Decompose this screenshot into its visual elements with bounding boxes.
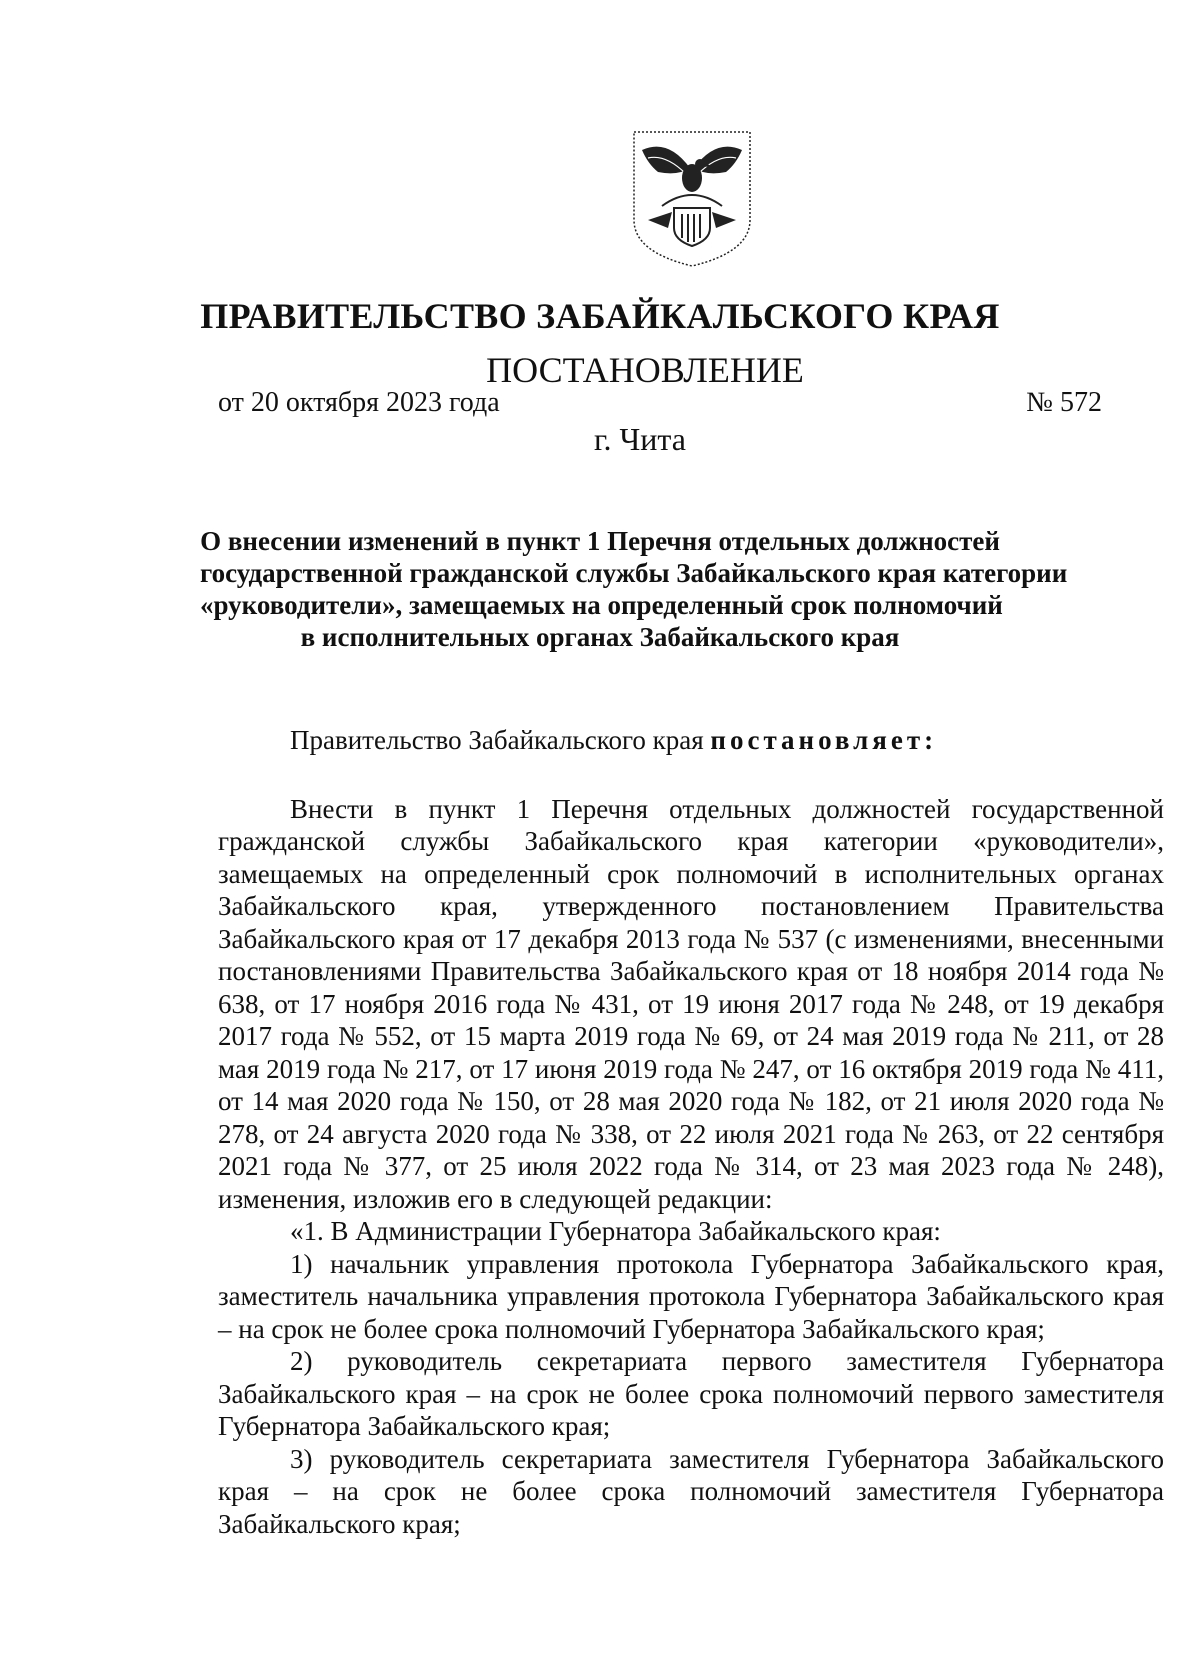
item-heading: «1. В Администрации Губернатора Забайкальского края: [290,1216,941,1246]
preamble [218,724,1164,757]
subitem: 2) руководитель секретариата первого заместителя Губернатора Забайкальского края – на срок не более срока полномочий первого заместителя Губернатора Забайкальского края; [218,1346,1164,1441]
decree-word: постановляет: [710,725,938,755]
government-title: ПРАВИТЕЛЬСТВО ЗАБАЙКАЛЬСКОГО КРАЯ [200,296,1000,336]
document-type: ПОСТАНОВЛЕНИЕ [486,350,804,390]
document-subject [200,525,1068,653]
main-paragraph: Внести в пункт 1 Перечня отдельных должностей государственной гражданской службы Забайкальского края категории «руководители», замещаемых на определенный срок полномочий в исполнительных органах Забайкальского края, утвержденного постановлением Правительства Забайкальского края от 17 декабря 2013 года № 537 (с изменениями, внесенными постановлениями Правительства Забайкальского края от 18 ноября 2014 года № 638, от 17 ноября 2016 года № 431, от 19 июня 2017 года № 248, от 19 декабря 2017 года № 552, от 15 марта 2019 года № 69, от 24 мая 2019 года № 211, от 28 мая 2019 года № 217, от 17 июня 2019 года № 247, от 16 октября 2019 года № 411, от 14 мая 2020 года № 150, от 28 мая 2020 года № 182, от 21 июля 2020 года № 278, от 24 августа 2020 года № 338, от 22 июля 2021 года № 263, от 22 сентября 2021 года № 377, от 25 июля 2022 года № 314, от 23 мая 2023 года № 248), изменения, изложив его в следующей редакции: [218,793,1164,1214]
subject-line: государственной гражданской службы Забайкальского края категории [200,558,1068,588]
subitem: 3) руководитель секретариата заместителя Губернатора Забайкальского края – на срок не более срока полномочий заместителя Губернатора Забайкальского края; [218,1443,1164,1539]
document-date: от 20 октября 2023 года [218,387,500,418]
subject-line: О внесении изменений в пункт 1 Перечня отдельных должностей [200,526,1000,556]
subitem: 1) начальник управления протокола Губернатора Забайкальского края, заместитель начальника управления протокола Губернатора Забайкальского края – на срок не более срока полномочий Губернатора Забайкальского края; [218,1248,1164,1344]
subject-line: в исполнительных органах Забайкальского края [300,622,900,652]
coat-of-arms-icon [628,128,756,268]
preamble-text: Правительство Забайкальского края [290,725,711,755]
document-number: № 572 [1026,387,1102,418]
subject-line: «руководители», замещаемых на определенный срок полномочий [200,590,1003,620]
document-body [218,724,1164,1540]
document-city: г. Чита [593,421,686,457]
